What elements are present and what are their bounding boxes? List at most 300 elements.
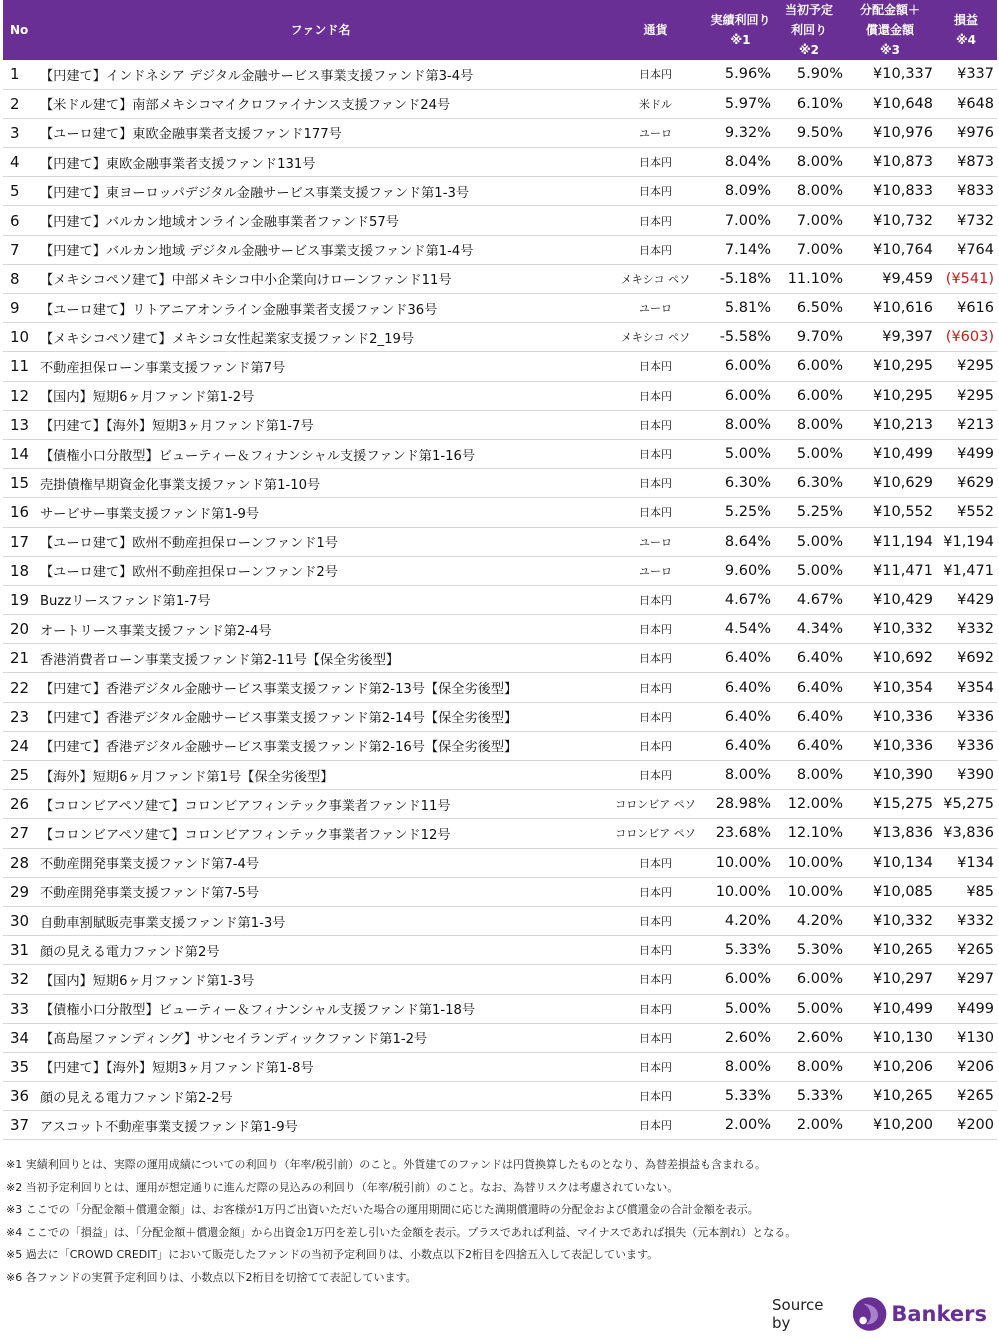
table-row <box>3 702 997 731</box>
table-row <box>3 294 997 323</box>
row-currency: 日本円 <box>603 877 708 906</box>
row-no: 3 <box>3 118 38 147</box>
row-pl: ¥130 <box>935 1023 997 1052</box>
row-pl: ¥200 <box>935 1111 997 1140</box>
row-planned-yield: 4.67% <box>773 585 845 614</box>
row-actual-yield: 10.00% <box>708 877 773 906</box>
row-currency: コロンビア ペソ <box>603 819 708 848</box>
row-planned-yield: 6.40% <box>773 644 845 673</box>
table-row <box>3 936 997 965</box>
row-actual-yield: 9.60% <box>708 556 773 585</box>
row-fund-name: 【円建て】【海外】短期3ヶ月ファンド第1-7号 <box>38 410 603 439</box>
row-actual-yield: 4.20% <box>708 906 773 935</box>
row-pl: ¥265 <box>935 936 997 965</box>
row-no: 35 <box>3 1052 38 1081</box>
header-payout-line1: 分配金額＋ <box>859 3 920 17</box>
row-fund-name: アスコット不動産事業支援ファンド第1-9号 <box>38 1111 603 1140</box>
table-header-row <box>3 0 997 60</box>
row-no: 28 <box>3 848 38 877</box>
row-currency: 日本円 <box>603 702 708 731</box>
row-fund-name: 香港消費者ローン事業支援ファンド第2-11号【保全劣後型】 <box>38 644 603 673</box>
row-payout: ¥10,337 <box>845 60 935 89</box>
row-actual-yield: 5.96% <box>708 60 773 89</box>
row-no: 29 <box>3 877 38 906</box>
row-currency: 日本円 <box>603 644 708 673</box>
table-row <box>3 1082 997 1111</box>
row-payout: ¥10,336 <box>845 731 935 760</box>
row-actual-yield: 28.98% <box>708 790 773 819</box>
row-currency: 日本円 <box>603 585 708 614</box>
header-pl-line2: ※4 <box>955 33 976 47</box>
row-no: 16 <box>3 498 38 527</box>
row-payout: ¥10,332 <box>845 615 935 644</box>
header-payout-line2: 償還金額 <box>865 23 914 37</box>
row-fund-name: 【ユーロ建て】欧州不動産担保ローンファンド2号 <box>38 556 603 585</box>
row-actual-yield: 10.00% <box>708 848 773 877</box>
row-no: 13 <box>3 410 38 439</box>
table-row <box>3 761 997 790</box>
row-pl: (¥603) <box>935 323 997 352</box>
row-currency: 日本円 <box>603 439 708 468</box>
row-payout: ¥10,297 <box>845 965 935 994</box>
row-planned-yield: 5.30% <box>773 936 845 965</box>
row-actual-yield: 4.54% <box>708 615 773 644</box>
row-actual-yield: 9.32% <box>708 118 773 147</box>
table-row <box>3 1052 997 1081</box>
row-planned-yield: 6.00% <box>773 965 845 994</box>
row-actual-yield: 6.40% <box>708 673 773 702</box>
row-pl: ¥1,471 <box>935 556 997 585</box>
table-row <box>3 148 997 177</box>
row-fund-name: 【ユーロ建て】欧州不動産担保ローンファンド1号 <box>38 527 603 556</box>
row-fund-name: 【円建て】香港デジタル金融サービス事業支援ファンド第2-13号【保全劣後型】 <box>38 673 603 702</box>
row-planned-yield: 5.00% <box>773 527 845 556</box>
row-actual-yield: 6.00% <box>708 381 773 410</box>
row-fund-name: 【円建て】バルカン地域 デジタル金融サービス事業支援ファンド第1-4号 <box>38 235 603 264</box>
bankers-logo-icon <box>851 1295 888 1333</box>
row-no: 9 <box>3 294 38 323</box>
header-payout-line3: ※3 <box>879 43 900 57</box>
row-payout: ¥10,085 <box>845 877 935 906</box>
row-currency: コロンビア ペソ <box>603 790 708 819</box>
source-credit <box>772 1293 987 1335</box>
row-no: 12 <box>3 381 38 410</box>
row-actual-yield: 6.40% <box>708 702 773 731</box>
row-actual-yield: 2.00% <box>708 1111 773 1140</box>
row-actual-yield: 8.00% <box>708 761 773 790</box>
row-payout: ¥10,206 <box>845 1052 935 1081</box>
table-row <box>3 644 997 673</box>
row-actual-yield: 8.00% <box>708 1052 773 1081</box>
row-planned-yield: 11.10% <box>773 264 845 293</box>
footnote-2: ※2 当初予定利回りとは、運用が想定通りに進んだ際の見込みの利回り（年率/税引前）のこと。なお、為替リスクは考慮されていない。 <box>6 1180 679 1194</box>
row-no: 22 <box>3 673 38 702</box>
row-planned-yield: 8.00% <box>773 761 845 790</box>
row-pl: ¥265 <box>935 1082 997 1111</box>
row-pl: ¥1,194 <box>935 527 997 556</box>
row-no: 34 <box>3 1023 38 1052</box>
row-currency: 日本円 <box>603 1023 708 1052</box>
row-no: 8 <box>3 264 38 293</box>
table-row <box>3 498 997 527</box>
header-actual-yield-line1: 実績利回り <box>710 13 771 27</box>
row-payout: ¥10,354 <box>845 673 935 702</box>
row-pl: ¥213 <box>935 410 997 439</box>
row-currency: 日本円 <box>603 177 708 206</box>
header-currency: 通貨 <box>603 0 708 60</box>
row-fund-name: 【債権小口分散型】ビューティー＆フィナンシャル支援ファンド第1-18号 <box>38 994 603 1023</box>
table-row <box>3 439 997 468</box>
row-planned-yield: 5.90% <box>773 60 845 89</box>
row-no: 21 <box>3 644 38 673</box>
row-currency: 日本円 <box>603 761 708 790</box>
row-planned-yield: 8.00% <box>773 410 845 439</box>
row-fund-name: 【コロンビアペソ建て】コロンビアフィンテック事業者ファンド11号 <box>38 790 603 819</box>
row-pl: ¥295 <box>935 352 997 381</box>
table-row <box>3 877 997 906</box>
row-actual-yield: 4.67% <box>708 585 773 614</box>
row-payout: ¥10,295 <box>845 381 935 410</box>
table-row <box>3 89 997 118</box>
row-currency: ユーロ <box>603 294 708 323</box>
row-fund-name: 【円建て】【海外】短期3ヶ月ファンド第1-8号 <box>38 1052 603 1081</box>
row-payout: ¥10,130 <box>845 1023 935 1052</box>
table-row <box>3 1111 997 1140</box>
row-planned-yield: 6.40% <box>773 702 845 731</box>
row-planned-yield: 6.10% <box>773 89 845 118</box>
footnote-6: ※6 各ファンドの実質予定利回りは、小数点以下2桁目を切捨てて表記しています。 <box>6 1270 417 1284</box>
row-no: 17 <box>3 527 38 556</box>
row-fund-name: 不動産担保ローン事業支援ファンド第7号 <box>38 352 603 381</box>
row-currency: 日本円 <box>603 731 708 760</box>
row-payout: ¥11,471 <box>845 556 935 585</box>
row-pl: ¥336 <box>935 702 997 731</box>
row-no: 37 <box>3 1111 38 1140</box>
row-no: 33 <box>3 994 38 1023</box>
row-payout: ¥10,552 <box>845 498 935 527</box>
row-pl: ¥390 <box>935 761 997 790</box>
row-actual-yield: 8.09% <box>708 177 773 206</box>
row-fund-name: サービサー事業支援ファンド第1-9号 <box>38 498 603 527</box>
table-row <box>3 1023 997 1052</box>
row-currency: ユーロ <box>603 556 708 585</box>
row-payout: ¥10,332 <box>845 906 935 935</box>
row-pl: ¥332 <box>935 906 997 935</box>
row-currency: 日本円 <box>603 498 708 527</box>
row-payout: ¥10,873 <box>845 148 935 177</box>
row-planned-yield: 5.00% <box>773 439 845 468</box>
row-payout: ¥10,499 <box>845 439 935 468</box>
row-no: 10 <box>3 323 38 352</box>
row-payout: ¥10,692 <box>845 644 935 673</box>
row-no: 11 <box>3 352 38 381</box>
row-fund-name: 【髙島屋ファンディング】サンセイランディックファンド第1-2号 <box>38 1023 603 1052</box>
row-currency: 日本円 <box>603 906 708 935</box>
table-row <box>3 235 997 264</box>
row-planned-yield: 8.00% <box>773 177 845 206</box>
row-actual-yield: 8.04% <box>708 148 773 177</box>
table-row <box>3 673 997 702</box>
row-pl: ¥499 <box>935 994 997 1023</box>
row-no: 5 <box>3 177 38 206</box>
row-planned-yield: 8.00% <box>773 148 845 177</box>
row-fund-name: 【円建て】東ヨーロッパデジタル金融サービス事業支援ファンド第1-3号 <box>38 177 603 206</box>
row-fund-name: 顔の見える電力ファンド第2号 <box>38 936 603 965</box>
row-pl: ¥616 <box>935 294 997 323</box>
row-pl: ¥337 <box>935 60 997 89</box>
row-pl: ¥295 <box>935 381 997 410</box>
row-fund-name: 【米ドル建て】南部メキシコマイクロファイナンス支援ファンド24号 <box>38 89 603 118</box>
row-planned-yield: 7.00% <box>773 206 845 235</box>
row-actual-yield: 7.14% <box>708 235 773 264</box>
row-currency: 日本円 <box>603 615 708 644</box>
row-payout: ¥10,616 <box>845 294 935 323</box>
row-pl: ¥332 <box>935 615 997 644</box>
row-fund-name: 【円建て】香港デジタル金融サービス事業支援ファンド第2-16号【保全劣後型】 <box>38 731 603 760</box>
row-currency: 米ドル <box>603 89 708 118</box>
row-actual-yield: 5.25% <box>708 498 773 527</box>
row-currency: 日本円 <box>603 965 708 994</box>
row-pl: ¥873 <box>935 148 997 177</box>
row-currency: メキシコ ペソ <box>603 323 708 352</box>
table-row <box>3 906 997 935</box>
row-fund-name: 【円建て】東欧金融事業者支援ファンド131号 <box>38 148 603 177</box>
row-payout: ¥10,265 <box>845 936 935 965</box>
row-fund-name: 【円建て】バルカン地域オンライン金融事業者ファンド57号 <box>38 206 603 235</box>
header-fund-name: ファンド名 <box>38 0 603 60</box>
row-payout: ¥10,295 <box>845 352 935 381</box>
row-pl: ¥648 <box>935 89 997 118</box>
row-planned-yield: 12.10% <box>773 819 845 848</box>
row-currency: 日本円 <box>603 206 708 235</box>
row-payout: ¥10,265 <box>845 1082 935 1111</box>
table-row <box>3 323 997 352</box>
row-currency: 日本円 <box>603 936 708 965</box>
row-no: 31 <box>3 936 38 965</box>
row-planned-yield: 6.30% <box>773 469 845 498</box>
row-currency: 日本円 <box>603 148 708 177</box>
row-currency: 日本円 <box>603 1111 708 1140</box>
row-actual-yield: 23.68% <box>708 819 773 848</box>
row-pl: ¥976 <box>935 118 997 147</box>
row-planned-yield: 2.60% <box>773 1023 845 1052</box>
row-planned-yield: 7.00% <box>773 235 845 264</box>
header-planned-yield-line2: 利回り <box>790 23 827 37</box>
row-planned-yield: 10.00% <box>773 848 845 877</box>
row-fund-name: 【債権小口分散型】ビューティー＆フィナンシャル支援ファンド第1-16号 <box>38 439 603 468</box>
row-fund-name: 【国内】短期6ヶ月ファンド第1-2号 <box>38 381 603 410</box>
row-no: 2 <box>3 89 38 118</box>
row-planned-yield: 6.00% <box>773 381 845 410</box>
header-pl <box>935 0 997 60</box>
row-planned-yield: 6.40% <box>773 673 845 702</box>
row-planned-yield: 6.00% <box>773 352 845 381</box>
row-payout: ¥10,499 <box>845 994 935 1023</box>
row-no: 14 <box>3 439 38 468</box>
row-actual-yield: -5.18% <box>708 264 773 293</box>
row-planned-yield: 9.70% <box>773 323 845 352</box>
table-row <box>3 381 997 410</box>
row-planned-yield: 9.50% <box>773 118 845 147</box>
footnote-4: ※4 ここでの「損益」は、「分配金額＋償還金額」から出資金1万円を差し引いた金額を表示。プラスであれば利益、マイナスであれば損失（元本割れ）となる。 <box>6 1225 797 1239</box>
row-actual-yield: 5.33% <box>708 936 773 965</box>
row-actual-yield: 2.60% <box>708 1023 773 1052</box>
row-currency: メキシコ ペソ <box>603 264 708 293</box>
row-payout: ¥10,764 <box>845 235 935 264</box>
row-fund-name: 【コロンビアペソ建て】コロンビアフィンテック事業者ファンド12号 <box>38 819 603 848</box>
table-row <box>3 527 997 556</box>
row-payout: ¥10,213 <box>845 410 935 439</box>
row-currency: 日本円 <box>603 352 708 381</box>
row-actual-yield: 5.00% <box>708 994 773 1023</box>
table-row <box>3 410 997 439</box>
table-row <box>3 731 997 760</box>
header-actual-yield <box>708 0 773 60</box>
row-payout: ¥10,629 <box>845 469 935 498</box>
fund-rows <box>3 60 997 1140</box>
table-row <box>3 965 997 994</box>
row-actual-yield: 6.00% <box>708 352 773 381</box>
row-no: 15 <box>3 469 38 498</box>
row-payout: ¥10,976 <box>845 118 935 147</box>
row-actual-yield: 8.64% <box>708 527 773 556</box>
row-pl: ¥629 <box>935 469 997 498</box>
row-no: 36 <box>3 1082 38 1111</box>
row-actual-yield: 6.00% <box>708 965 773 994</box>
row-fund-name: 売掛債権早期資金化事業支援ファンド第1-10号 <box>38 469 603 498</box>
row-no: 18 <box>3 556 38 585</box>
row-pl: ¥354 <box>935 673 997 702</box>
footnote-3: ※3 ここでの「分配金額＋償還金額」は、お客様が1万円ご出資いただいた場合の運用期間に応じた満期償還時の分配金および償還金の合計金額を表示。 <box>6 1203 759 1217</box>
row-no: 19 <box>3 585 38 614</box>
row-actual-yield: 6.40% <box>708 644 773 673</box>
row-planned-yield: 4.34% <box>773 615 845 644</box>
row-planned-yield: 2.00% <box>773 1111 845 1140</box>
header-planned-yield-line1: 当初予定 <box>784 3 833 17</box>
row-actual-yield: 5.00% <box>708 439 773 468</box>
row-planned-yield: 5.25% <box>773 498 845 527</box>
footnotes <box>6 1154 996 1290</box>
table-row <box>3 177 997 206</box>
row-fund-name: Buzzリースファンド第1-7号 <box>38 585 603 614</box>
footnote-5: ※5 過去に「CROWD CREDIT」において販売したファンドの当初予定利回りは、小数点以下2桁目を四捨五入して表記しています。 <box>6 1248 659 1262</box>
row-pl: ¥134 <box>935 848 997 877</box>
row-currency: 日本円 <box>603 994 708 1023</box>
row-pl: ¥833 <box>935 177 997 206</box>
row-pl: ¥552 <box>935 498 997 527</box>
row-pl: ¥692 <box>935 644 997 673</box>
source-label: Source by <box>772 1296 824 1332</box>
row-payout: ¥9,397 <box>845 323 935 352</box>
row-pl: ¥336 <box>935 731 997 760</box>
row-pl: ¥206 <box>935 1052 997 1081</box>
brand-name: Bankers <box>891 1302 987 1326</box>
row-fund-name: 不動産開発事業支援ファンド第7-5号 <box>38 877 603 906</box>
row-payout: ¥10,833 <box>845 177 935 206</box>
table-row <box>3 994 997 1023</box>
row-no: 25 <box>3 761 38 790</box>
row-planned-yield: 10.00% <box>773 877 845 906</box>
table-row <box>3 615 997 644</box>
row-currency: 日本円 <box>603 60 708 89</box>
row-actual-yield: 7.00% <box>708 206 773 235</box>
row-pl: ¥764 <box>935 235 997 264</box>
header-payout <box>845 0 935 60</box>
row-planned-yield: 5.00% <box>773 994 845 1023</box>
row-fund-name: 自動車割賦販売事業支援ファンド第1-3号 <box>38 906 603 935</box>
row-fund-name: 【ユーロ建て】リトアニアオンライン金融事業者支援ファンド36号 <box>38 294 603 323</box>
row-planned-yield: 6.50% <box>773 294 845 323</box>
table-row <box>3 60 997 89</box>
table-row <box>3 352 997 381</box>
row-pl: ¥429 <box>935 585 997 614</box>
row-no: 32 <box>3 965 38 994</box>
row-fund-name: 【国内】短期6ヶ月ファンド第1-3号 <box>38 965 603 994</box>
row-fund-name: 【メキシコペソ建て】中部メキシコ中小企業向けローンファンド11号 <box>38 264 603 293</box>
row-no: 1 <box>3 60 38 89</box>
row-no: 6 <box>3 206 38 235</box>
row-currency: ユーロ <box>603 118 708 147</box>
table-row <box>3 206 997 235</box>
row-planned-yield: 4.20% <box>773 906 845 935</box>
table-row <box>3 556 997 585</box>
header-actual-yield-line2: ※1 <box>730 33 751 47</box>
row-currency: 日本円 <box>603 469 708 498</box>
row-fund-name: 【メキシコペソ建て】メキシコ女性起業家支援ファンド2_19号 <box>38 323 603 352</box>
row-planned-yield: 6.40% <box>773 731 845 760</box>
row-actual-yield: 5.33% <box>708 1082 773 1111</box>
header-pl-line1: 損益 <box>953 13 978 27</box>
row-payout: ¥13,836 <box>845 819 935 848</box>
row-pl: ¥5,275 <box>935 790 997 819</box>
row-planned-yield: 8.00% <box>773 1052 845 1081</box>
table-row <box>3 848 997 877</box>
row-actual-yield: 5.81% <box>708 294 773 323</box>
row-pl: ¥297 <box>935 965 997 994</box>
row-payout: ¥15,275 <box>845 790 935 819</box>
row-pl: ¥3,836 <box>935 819 997 848</box>
row-currency: ユーロ <box>603 527 708 556</box>
row-currency: 日本円 <box>603 673 708 702</box>
row-payout: ¥11,194 <box>845 527 935 556</box>
row-payout: ¥10,390 <box>845 761 935 790</box>
table-row <box>3 790 997 819</box>
row-no: 24 <box>3 731 38 760</box>
table-row <box>3 585 997 614</box>
row-pl: ¥499 <box>935 439 997 468</box>
row-no: 30 <box>3 906 38 935</box>
table-row <box>3 469 997 498</box>
row-fund-name: 顔の見える電力ファンド第2-2号 <box>38 1082 603 1111</box>
row-pl: ¥732 <box>935 206 997 235</box>
row-no: 7 <box>3 235 38 264</box>
table-row <box>3 819 997 848</box>
row-currency: 日本円 <box>603 235 708 264</box>
funds-table <box>3 0 997 1140</box>
row-currency: 日本円 <box>603 848 708 877</box>
row-no: 20 <box>3 615 38 644</box>
row-planned-yield: 12.00% <box>773 790 845 819</box>
table-row <box>3 118 997 147</box>
row-actual-yield: 5.97% <box>708 89 773 118</box>
row-currency: 日本円 <box>603 1082 708 1111</box>
row-actual-yield: 8.00% <box>708 410 773 439</box>
row-fund-name: 【ユーロ建て】東欧金融事業者支援ファンド177号 <box>38 118 603 147</box>
row-currency: 日本円 <box>603 1052 708 1081</box>
row-no: 4 <box>3 148 38 177</box>
row-payout: ¥10,648 <box>845 89 935 118</box>
row-no: 23 <box>3 702 38 731</box>
